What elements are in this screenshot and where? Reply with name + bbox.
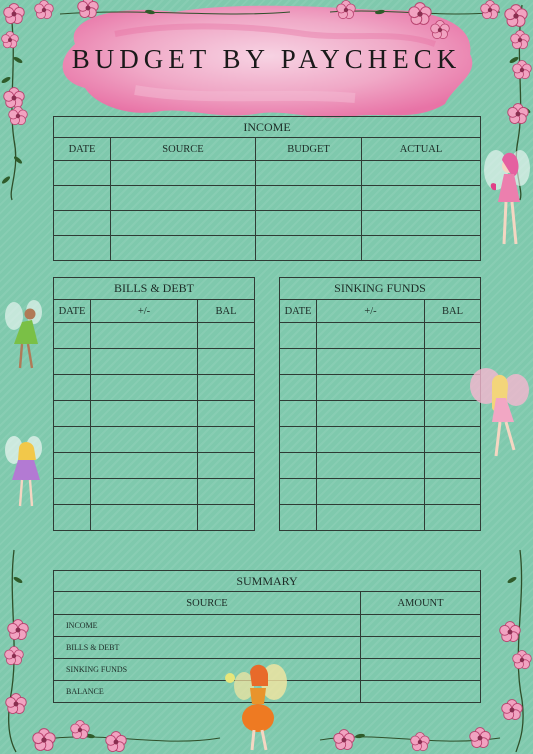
sinking-heading: SINKING FUNDS: [280, 278, 481, 300]
fairy-icon: [4, 434, 46, 510]
income-col-source: SOURCE: [111, 138, 256, 161]
page-title: BUDGET BY PAYCHECK: [71, 44, 462, 74]
summary-col-source: SOURCE: [54, 592, 361, 615]
fairy-icon: [482, 140, 532, 260]
sinking-col-bal: BAL: [425, 300, 481, 323]
income-col-budget: BUDGET: [256, 138, 362, 161]
summary-label-sinking: SINKING FUNDS: [54, 659, 361, 681]
fairy-icon: [222, 658, 292, 754]
bills-col-change: +/-: [91, 300, 198, 323]
fairy-icon: [466, 364, 530, 460]
bills-heading: BILLS & DEBT: [54, 278, 255, 300]
income-col-actual: ACTUAL: [362, 138, 481, 161]
summary-label-bills: BILLS & DEBT: [54, 637, 361, 659]
summary-label-balance: BALANCE: [54, 681, 361, 703]
income-heading: INCOME: [54, 117, 481, 138]
sinking-col-date: DATE: [280, 300, 317, 323]
bills-col-bal: BAL: [198, 300, 255, 323]
income-col-date: DATE: [54, 138, 111, 161]
fairy-icon: [4, 298, 46, 374]
sinking-col-change: +/-: [317, 300, 425, 323]
summary-col-amount: AMOUNT: [361, 592, 481, 615]
bills-col-date: DATE: [54, 300, 91, 323]
summary-heading: SUMMARY: [54, 571, 481, 592]
summary-label-income: INCOME: [54, 615, 361, 637]
